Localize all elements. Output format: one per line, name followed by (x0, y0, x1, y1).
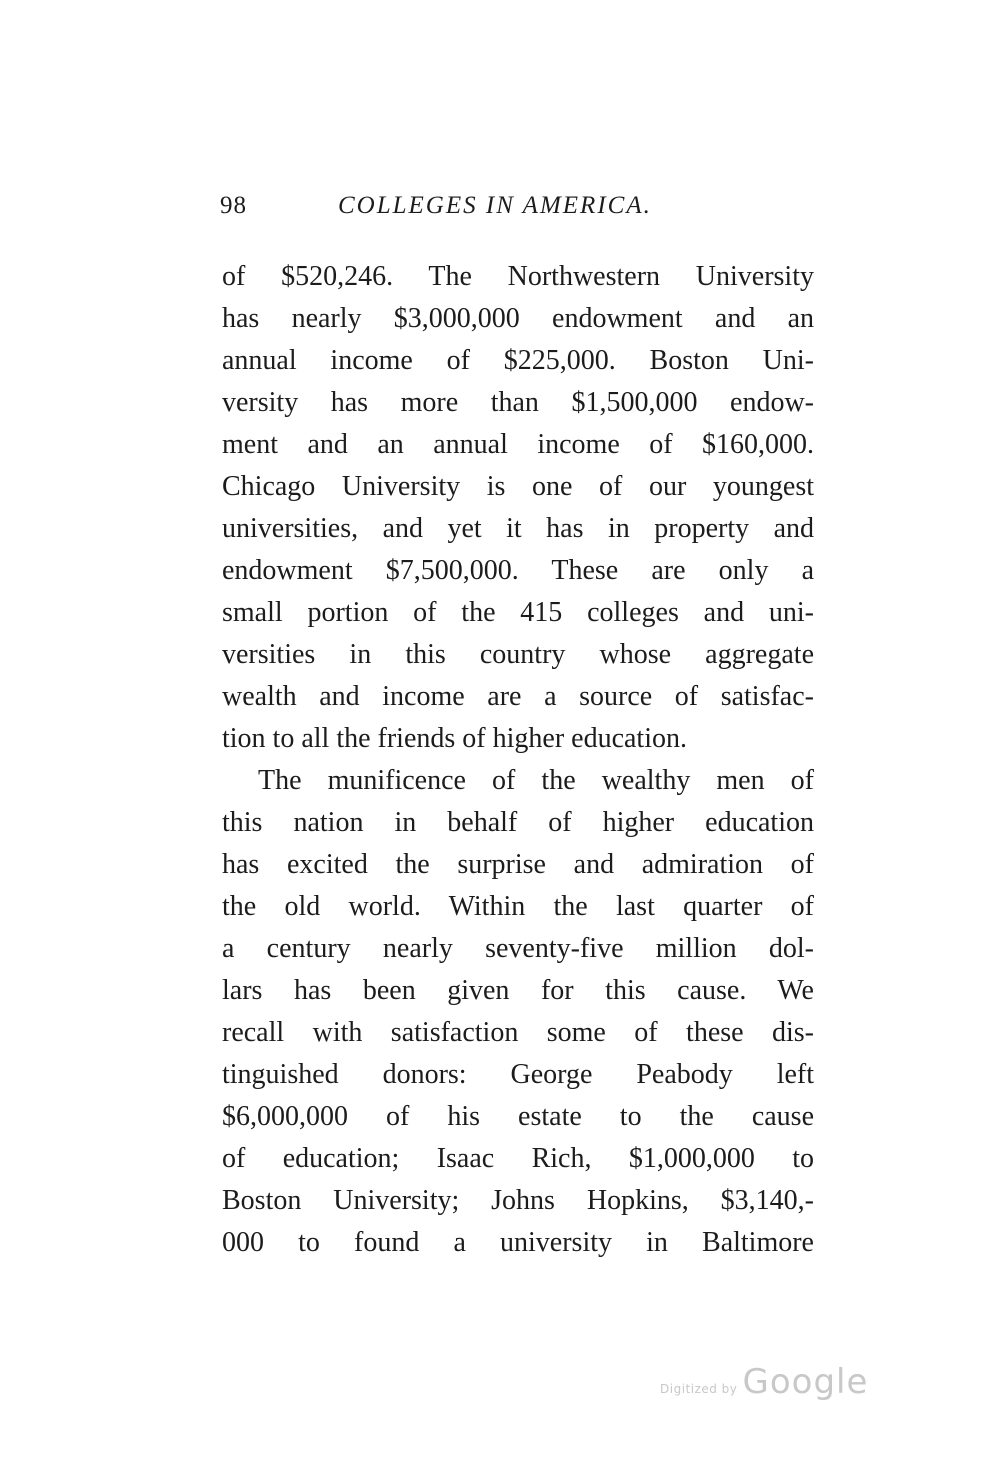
text-line: wealth and income are a source of satisfac- (222, 681, 814, 712)
text-line: endowment $7,500,000. These are only a (222, 555, 814, 586)
text-line: the old world. Within the last quarter of (222, 891, 814, 922)
google-watermark (660, 1362, 868, 1402)
text-line: Chicago University is one of our youngest (222, 471, 814, 502)
text-line: this nation in behalf of higher education (222, 807, 814, 838)
text-line: recall with satisfaction some of these dis- (222, 1017, 814, 1048)
text-line: versity has more than $1,500,000 endow- (222, 387, 814, 418)
paragraph-1 (222, 256, 814, 760)
text-line: universities, and yet it has in property and (222, 513, 814, 544)
text-line: a century nearly seventy-five million dol- (222, 933, 814, 964)
page-header (220, 192, 820, 228)
text-line: Boston University; Johns Hopkins, $3,140,- (222, 1185, 814, 1216)
page-body (222, 256, 814, 1264)
text-line: of $520,246. The Northwestern University (222, 261, 814, 292)
text-line: ment and an annual income of $160,000. (222, 429, 814, 460)
text-line: lars has been given for this cause. We (222, 975, 814, 1006)
text-line: small portion of the 415 colleges and uni- (222, 597, 814, 628)
text-line: $6,000,000 of his estate to the cause (222, 1101, 814, 1132)
text-line: tinguished donors: George Peabody left (222, 1059, 814, 1090)
text-line: has nearly $3,000,000 endowment and an (222, 303, 814, 334)
text-line: has excited the surprise and admiration of (222, 849, 814, 880)
paragraph-2 (222, 760, 814, 1264)
page-number: 98 (220, 192, 247, 219)
digitized-by-label: Digitized by (660, 1382, 738, 1396)
text-line: annual income of $225,000. Boston Uni- (222, 345, 814, 376)
running-title: COLLEGES IN AMERICA. (338, 192, 652, 219)
google-logo: Google (742, 1362, 869, 1402)
text-line: of education; Isaac Rich, $1,000,000 to (222, 1143, 814, 1174)
text-line: tion to all the friends of higher education. (222, 723, 687, 754)
text-line: 000 to found a university in Baltimore (222, 1227, 814, 1258)
text-line: The munificence of the wealthy men of (258, 765, 814, 796)
text-line: versities in this country whose aggregate (222, 639, 814, 670)
